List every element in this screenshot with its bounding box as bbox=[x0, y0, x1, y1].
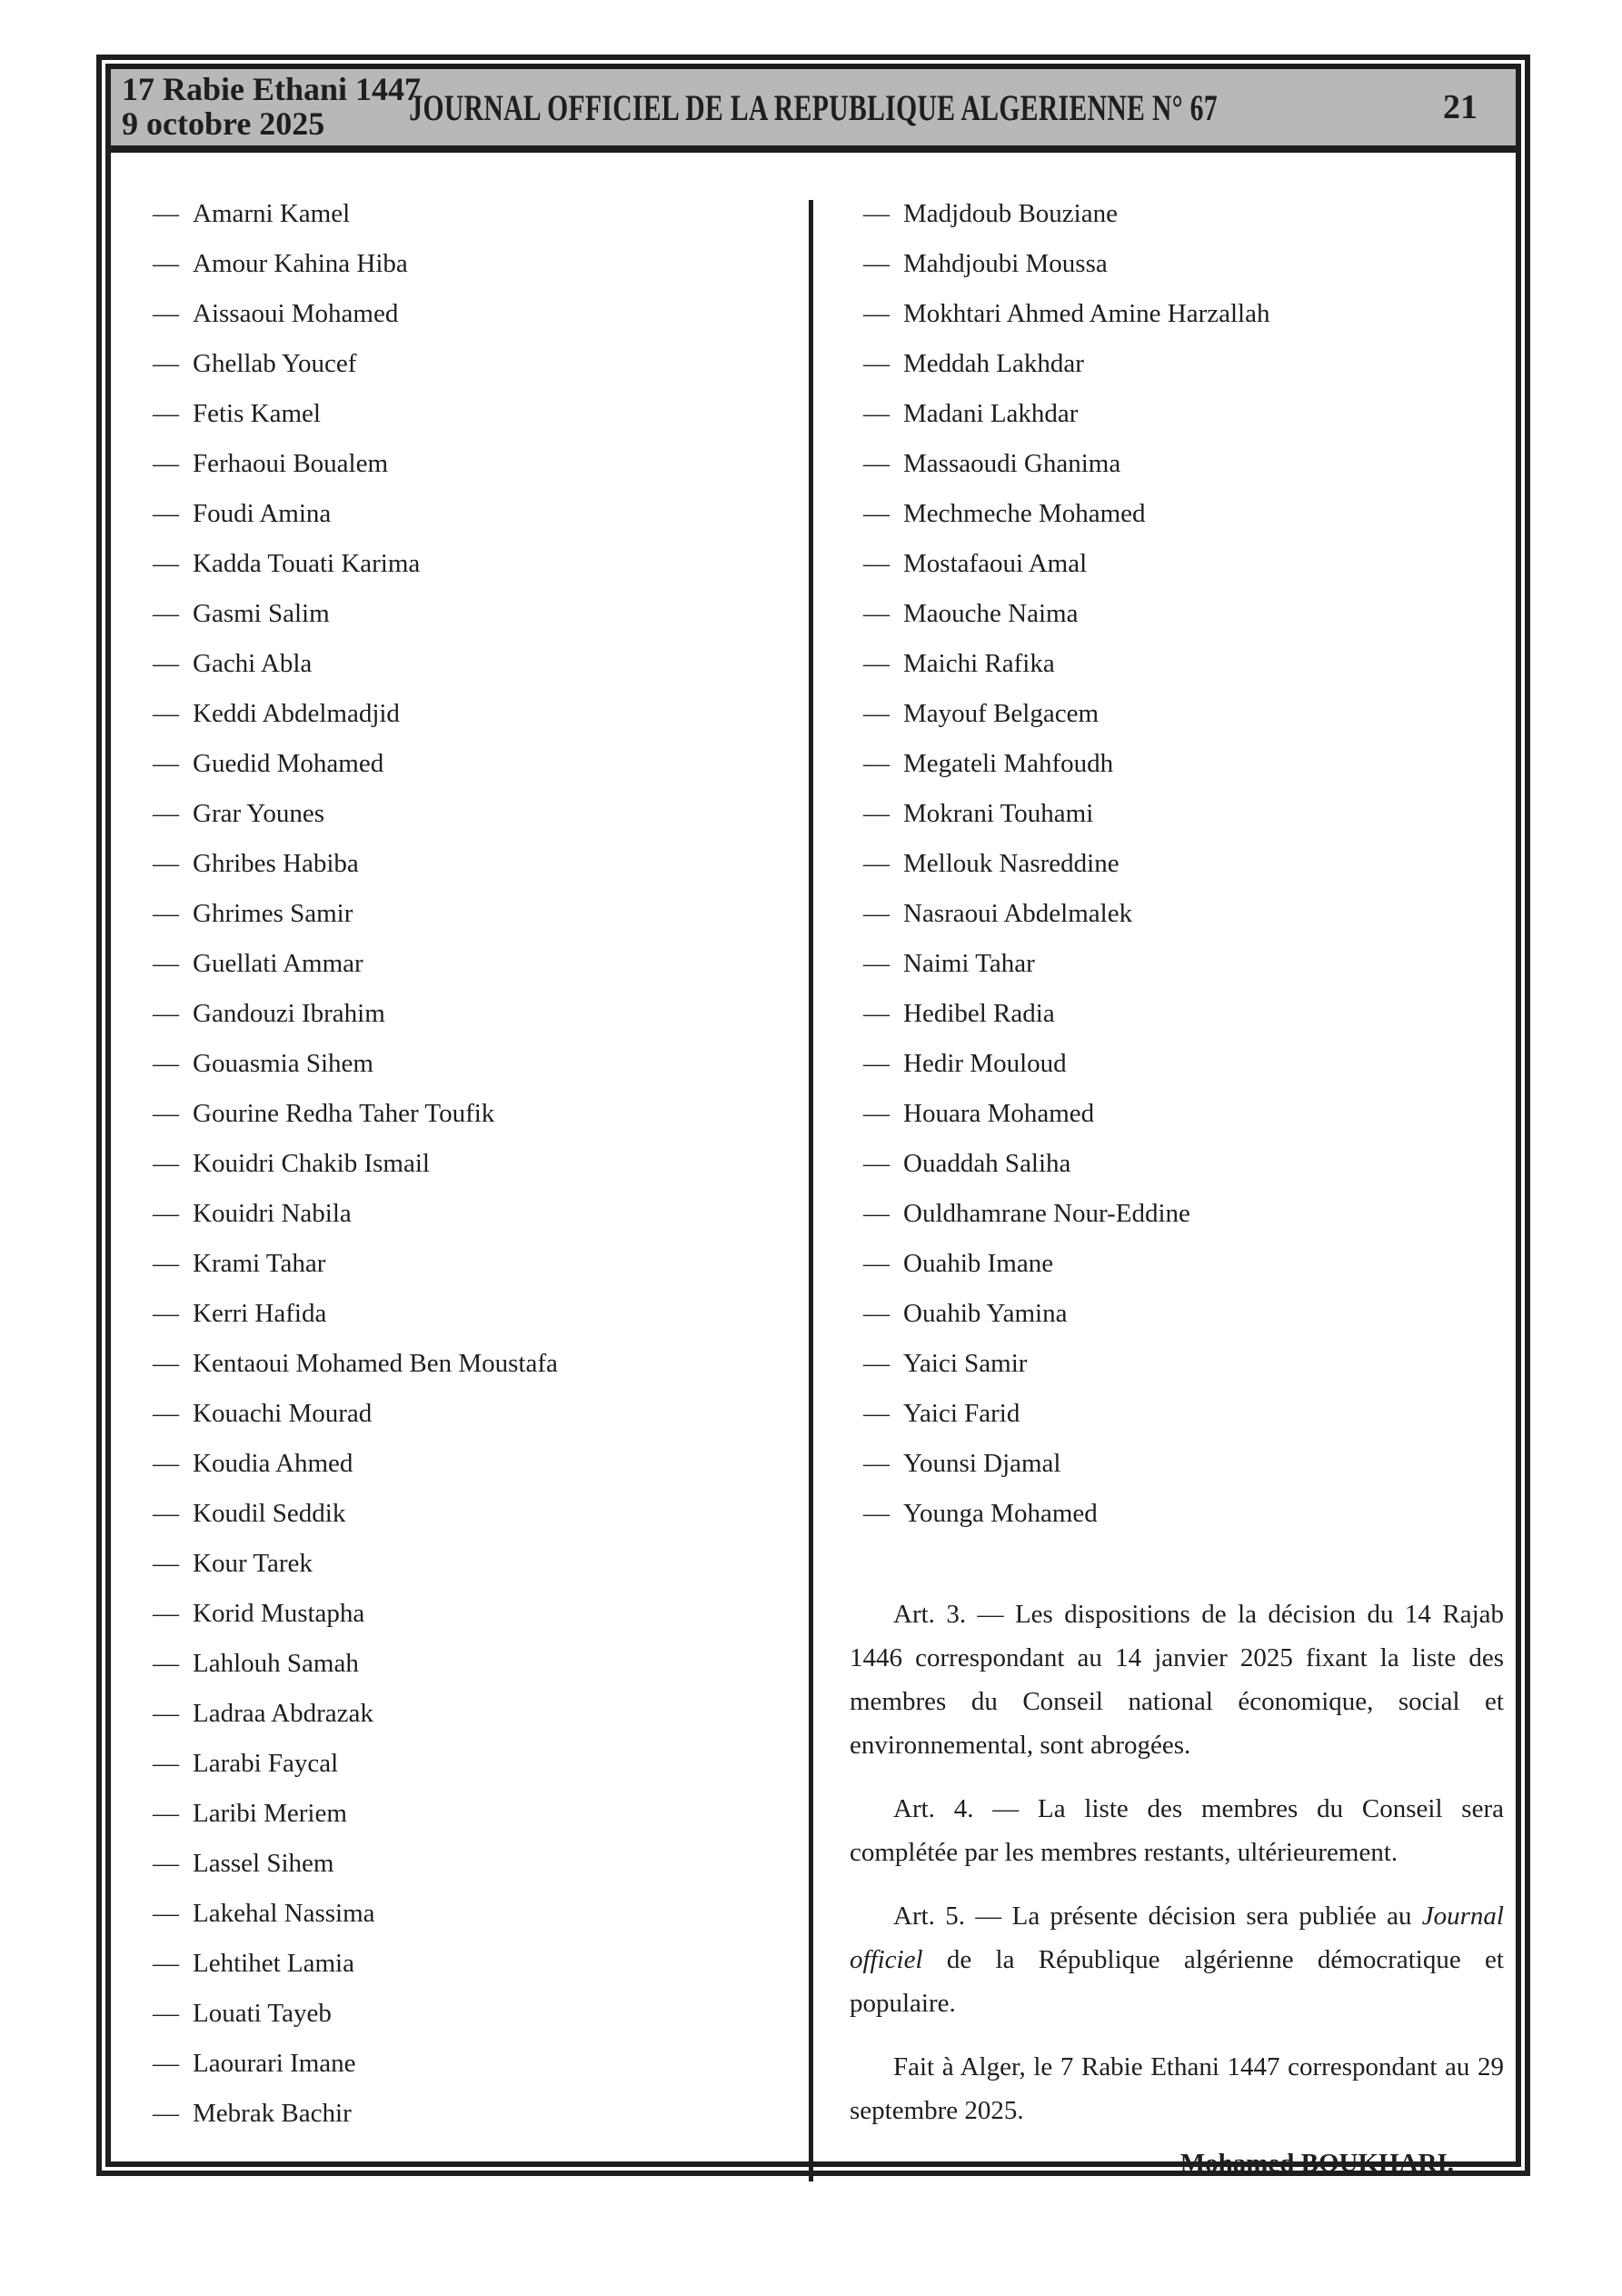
em-dash-marker: — bbox=[153, 2099, 179, 2128]
journal-title: JOURNAL OFFICIEL DE LA REPUBLIQUE ALGERIENNE N° 67 bbox=[409, 86, 1218, 128]
member-list-item bbox=[153, 1697, 791, 1730]
em-dash-marker: — bbox=[863, 1149, 890, 1178]
member-list-item bbox=[153, 1497, 791, 1530]
member-name: Yaici Samir bbox=[903, 1349, 1028, 1378]
em-dash-marker: — bbox=[153, 1749, 179, 1778]
em-dash-marker: — bbox=[153, 1699, 179, 1728]
member-list-item bbox=[153, 1597, 791, 1630]
em-dash-marker: — bbox=[153, 999, 179, 1028]
em-dash-marker: — bbox=[863, 749, 890, 778]
member-name: Mokrani Touhami bbox=[903, 799, 1094, 828]
member-name: Houara Mohamed bbox=[903, 1099, 1095, 1128]
member-name: Kouidri Chakib Ismail bbox=[193, 1149, 430, 1178]
member-list-item bbox=[153, 597, 791, 630]
member-name: Ladraa Abdrazak bbox=[193, 1699, 373, 1728]
em-dash-marker: — bbox=[863, 299, 890, 328]
member-list-item bbox=[863, 1447, 1504, 1480]
member-list-item bbox=[153, 747, 791, 780]
member-name: Aissaoui Mohamed bbox=[193, 299, 399, 328]
member-list-item bbox=[153, 2097, 791, 2130]
member-name: Krami Tahar bbox=[193, 1249, 326, 1278]
member-name: Amarni Kamel bbox=[193, 199, 351, 228]
member-name: Ghellab Youcef bbox=[193, 349, 357, 378]
em-dash-marker: — bbox=[863, 699, 890, 728]
em-dash-marker: — bbox=[863, 1399, 890, 1428]
em-dash-marker: — bbox=[863, 249, 890, 278]
member-list-item bbox=[863, 1147, 1504, 1180]
member-name: Ghribes Habiba bbox=[193, 849, 359, 878]
article-5-label: Art. 5. — bbox=[893, 1902, 1012, 1931]
member-name: Mahdjoubi Moussa bbox=[903, 249, 1108, 278]
date-hijri: 17 Rabie Ethani 1447 bbox=[122, 71, 422, 107]
member-name: Gachi Abla bbox=[193, 649, 313, 678]
em-dash-marker: — bbox=[863, 599, 890, 628]
member-name: Hedibel Radia bbox=[903, 999, 1055, 1028]
member-list-item bbox=[863, 247, 1504, 280]
member-name: Amour Kahina Hiba bbox=[193, 249, 408, 278]
member-list-item bbox=[863, 347, 1504, 380]
member-list-item bbox=[153, 847, 791, 880]
em-dash-marker: — bbox=[863, 1499, 890, 1528]
member-list-item bbox=[153, 1397, 791, 1430]
em-dash-marker: — bbox=[863, 1199, 890, 1228]
member-name: Koudil Seddik bbox=[193, 1499, 346, 1528]
member-name: Mechmeche Mohamed bbox=[903, 499, 1146, 528]
left-column bbox=[111, 153, 809, 2181]
header-band bbox=[111, 69, 1516, 153]
em-dash-marker: — bbox=[153, 1949, 179, 1978]
member-list-item bbox=[863, 747, 1504, 780]
em-dash-marker: — bbox=[863, 1449, 890, 1478]
em-dash-marker: — bbox=[153, 799, 179, 828]
article-5 bbox=[850, 1894, 1504, 2025]
em-dash-marker: — bbox=[153, 649, 179, 678]
member-name: Lakehal Nassima bbox=[193, 1899, 375, 1928]
member-list-item bbox=[863, 897, 1504, 930]
em-dash-marker: — bbox=[153, 1099, 179, 1128]
member-list-item bbox=[863, 1247, 1504, 1280]
em-dash-marker: — bbox=[863, 1249, 890, 1278]
member-list-item bbox=[153, 247, 791, 280]
member-name: Yaici Farid bbox=[903, 1399, 1020, 1428]
member-list-item bbox=[863, 1097, 1504, 1130]
article-3 bbox=[850, 1592, 1504, 1767]
member-name: Kouidri Nabila bbox=[193, 1199, 352, 1228]
member-name: Kerri Hafida bbox=[193, 1299, 327, 1328]
em-dash-marker: — bbox=[863, 1299, 890, 1328]
em-dash-marker: — bbox=[863, 1349, 890, 1378]
member-list-item bbox=[863, 697, 1504, 730]
member-name: Ouahib Imane bbox=[903, 1249, 1054, 1278]
member-name: Korid Mustapha bbox=[193, 1599, 365, 1628]
em-dash-marker: — bbox=[153, 1649, 179, 1678]
member-name: Ouahib Yamina bbox=[903, 1299, 1068, 1328]
member-list-item bbox=[863, 597, 1504, 630]
member-name: Ouldhamrane Nour-Eddine bbox=[903, 1199, 1190, 1228]
article-3-text: Les dispositions de la décision du 14 Rajab 1446 correspondant au 14 janvier 2025 fixant la liste des membres du Conseil national économique, social et environnemental, sont abrogées. bbox=[850, 1600, 1504, 1760]
member-name: Kour Tarek bbox=[193, 1549, 313, 1578]
em-dash-marker: — bbox=[863, 999, 890, 1028]
em-dash-marker: — bbox=[153, 949, 179, 978]
member-name: Keddi Abdelmadjid bbox=[193, 699, 400, 728]
member-list-item bbox=[153, 547, 791, 580]
member-name: Younsi Djamal bbox=[903, 1449, 1061, 1478]
em-dash-marker: — bbox=[153, 1249, 179, 1278]
em-dash-marker: — bbox=[863, 1049, 890, 1078]
member-name: Mellouk Nasreddine bbox=[903, 849, 1119, 878]
members-list-right bbox=[850, 197, 1504, 1547]
member-name: Madjdoub Bouziane bbox=[903, 199, 1118, 228]
em-dash-marker: — bbox=[153, 1349, 179, 1378]
member-list-item bbox=[153, 1347, 791, 1380]
em-dash-marker: — bbox=[153, 1449, 179, 1478]
em-dash-marker: — bbox=[153, 449, 179, 478]
article-5-text-before: La présente décision sera publiée au bbox=[1011, 1902, 1422, 1931]
member-name: Ouaddah Saliha bbox=[903, 1149, 1071, 1178]
member-name: Foudi Amina bbox=[193, 499, 332, 528]
member-list-item bbox=[153, 1797, 791, 1830]
member-list-item bbox=[153, 447, 791, 480]
member-name: Younga Mohamed bbox=[903, 1499, 1098, 1528]
member-name: Naimi Tahar bbox=[903, 949, 1035, 978]
em-dash-marker: — bbox=[153, 1899, 179, 1928]
em-dash-marker: — bbox=[153, 1799, 179, 1828]
member-list-item bbox=[863, 297, 1504, 330]
em-dash-marker: — bbox=[153, 299, 179, 328]
member-list-item bbox=[153, 1647, 791, 1680]
member-list-item bbox=[153, 1247, 791, 1280]
em-dash-marker: — bbox=[153, 2049, 179, 2078]
page-frame-inner bbox=[105, 64, 1521, 2178]
member-list-item bbox=[153, 1047, 791, 1080]
member-list-item bbox=[153, 1847, 791, 1880]
member-list-item bbox=[153, 1947, 791, 1980]
members-list-left bbox=[153, 197, 791, 2130]
member-name: Gandouzi Ibrahim bbox=[193, 999, 385, 1028]
member-name: Laourari Imane bbox=[193, 2049, 356, 2078]
member-name: Koudia Ahmed bbox=[193, 1449, 353, 1478]
article-4-label: Art. 4. — bbox=[893, 1794, 1039, 1823]
em-dash-marker: — bbox=[153, 699, 179, 728]
member-name: Guedid Mohamed bbox=[193, 749, 384, 778]
member-name: Hedir Mouloud bbox=[903, 1049, 1067, 1078]
member-list-item bbox=[863, 447, 1504, 480]
member-list-item bbox=[153, 897, 791, 930]
em-dash-marker: — bbox=[153, 1199, 179, 1228]
em-dash-marker: — bbox=[153, 1049, 179, 1078]
em-dash-marker: — bbox=[153, 249, 179, 278]
member-list-item bbox=[863, 1497, 1504, 1530]
member-list-item bbox=[863, 1197, 1504, 1230]
article-4-text: La liste des membres du Conseil sera complétée par les membres restants, ultérieurement. bbox=[850, 1794, 1504, 1867]
member-name: Gourine Redha Taher Toufik bbox=[193, 1099, 495, 1128]
em-dash-marker: — bbox=[863, 649, 890, 678]
article-5-journal-officiel-italic: Journal officiel bbox=[850, 1902, 1504, 1974]
member-list-item bbox=[153, 1747, 791, 1780]
page-body bbox=[111, 153, 1516, 2181]
member-name: Kouachi Mourad bbox=[193, 1399, 373, 1428]
member-name: Lahlouh Samah bbox=[193, 1649, 359, 1678]
member-list-item bbox=[153, 397, 791, 430]
em-dash-marker: — bbox=[153, 1149, 179, 1178]
article-4 bbox=[850, 1787, 1504, 1874]
member-name: Fetis Kamel bbox=[193, 399, 321, 428]
member-name: Gouasmia Sihem bbox=[193, 1049, 373, 1078]
member-list-item bbox=[863, 797, 1504, 830]
right-column bbox=[813, 153, 1516, 2181]
member-name: Megateli Mahfoudh bbox=[903, 749, 1114, 778]
member-name: Louati Tayeb bbox=[193, 1999, 332, 2028]
em-dash-marker: — bbox=[153, 1999, 179, 2028]
em-dash-marker: — bbox=[863, 949, 890, 978]
member-list-item bbox=[153, 2047, 791, 2080]
header-dates bbox=[122, 69, 421, 145]
em-dash-marker: — bbox=[153, 749, 179, 778]
em-dash-marker: — bbox=[153, 1499, 179, 1528]
member-name: Kentaoui Mohamed Ben Moustafa bbox=[193, 1349, 558, 1378]
member-name: Laribi Meriem bbox=[193, 1799, 347, 1828]
member-name: Larabi Faycal bbox=[193, 1749, 339, 1778]
member-name: Mebrak Bachir bbox=[193, 2099, 352, 2128]
member-list-item bbox=[153, 1097, 791, 1130]
date-gregorian: 9 octobre 2025 bbox=[122, 105, 325, 142]
em-dash-marker: — bbox=[153, 349, 179, 378]
member-list-item bbox=[153, 197, 791, 230]
page-number: 21 bbox=[1443, 88, 1478, 126]
member-list-item bbox=[863, 547, 1504, 580]
closing-paragraph: Fait à Alger, le 7 Rabie Ethani 1447 correspondant au 29 septembre 2025. bbox=[850, 2052, 1504, 2125]
em-dash-marker: — bbox=[153, 899, 179, 928]
member-name: Ferhaoui Boualem bbox=[193, 449, 389, 478]
em-dash-marker: — bbox=[153, 1549, 179, 1578]
member-name: Mokhtari Ahmed Amine Harzallah bbox=[903, 299, 1270, 328]
em-dash-marker: — bbox=[153, 1399, 179, 1428]
em-dash-marker: — bbox=[863, 849, 890, 878]
member-list-item bbox=[863, 197, 1504, 230]
article-5-text-after: de la République algérienne démocratique et populaire. bbox=[850, 1945, 1504, 2018]
em-dash-marker: — bbox=[153, 399, 179, 428]
member-name: Maouche Naima bbox=[903, 599, 1079, 628]
articles-section bbox=[850, 1592, 1504, 2181]
member-name: Lehtihet Lamia bbox=[193, 1949, 354, 1978]
member-list-item bbox=[863, 847, 1504, 880]
em-dash-marker: — bbox=[153, 199, 179, 228]
em-dash-marker: — bbox=[863, 799, 890, 828]
member-name: Mostafaoui Amal bbox=[903, 549, 1088, 578]
em-dash-marker: — bbox=[153, 849, 179, 878]
member-list-item bbox=[863, 1347, 1504, 1380]
member-list-item bbox=[153, 997, 791, 1030]
em-dash-marker: — bbox=[153, 1299, 179, 1328]
member-name: Ghrimes Samir bbox=[193, 899, 353, 928]
em-dash-marker: — bbox=[863, 449, 890, 478]
member-name: Guellati Ammar bbox=[193, 949, 363, 978]
member-list-item bbox=[153, 1297, 791, 1330]
em-dash-marker: — bbox=[863, 899, 890, 928]
member-list-item bbox=[153, 1897, 791, 1930]
member-name: Nasraoui Abdelmalek bbox=[903, 899, 1133, 928]
member-list-item bbox=[863, 1047, 1504, 1080]
member-list-item bbox=[863, 647, 1504, 680]
em-dash-marker: — bbox=[153, 549, 179, 578]
em-dash-marker: — bbox=[153, 1599, 179, 1628]
page-frame bbox=[96, 55, 1530, 2176]
em-dash-marker: — bbox=[863, 399, 890, 428]
em-dash-marker: — bbox=[863, 1099, 890, 1128]
member-list-item bbox=[153, 1997, 791, 2030]
em-dash-marker: — bbox=[863, 349, 890, 378]
member-list-item bbox=[863, 1297, 1504, 1330]
article-3-label: Art. 3. — bbox=[893, 1600, 1015, 1629]
member-name: Meddah Lakhdar bbox=[903, 349, 1084, 378]
em-dash-marker: — bbox=[863, 549, 890, 578]
member-name: Kadda Touati Karima bbox=[193, 549, 421, 578]
member-list-item bbox=[153, 697, 791, 730]
member-name: Maichi Rafika bbox=[903, 649, 1055, 678]
em-dash-marker: — bbox=[153, 1849, 179, 1878]
member-list-item bbox=[153, 1197, 791, 1230]
member-name: Gasmi Salim bbox=[193, 599, 330, 628]
member-name: Mayouf Belgacem bbox=[903, 699, 1100, 728]
member-list-item bbox=[153, 297, 791, 330]
member-list-item bbox=[863, 947, 1504, 980]
member-list-item bbox=[153, 797, 791, 830]
member-list-item bbox=[153, 1147, 791, 1180]
em-dash-marker: — bbox=[863, 199, 890, 228]
member-list-item bbox=[153, 347, 791, 380]
member-list-item bbox=[863, 497, 1504, 530]
member-list-item bbox=[863, 397, 1504, 430]
member-name: Massaoudi Ghanima bbox=[903, 449, 1121, 478]
em-dash-marker: — bbox=[153, 599, 179, 628]
member-list-item bbox=[153, 1547, 791, 1580]
member-list-item bbox=[153, 497, 791, 530]
member-list-item bbox=[153, 647, 791, 680]
member-name: Madani Lakhdar bbox=[903, 399, 1079, 428]
em-dash-marker: — bbox=[863, 499, 890, 528]
member-list-item bbox=[863, 997, 1504, 1030]
member-name: Grar Younes bbox=[193, 799, 324, 828]
member-list-item bbox=[153, 1447, 791, 1480]
signature-name: Mohamed BOUKHARI. bbox=[1179, 2149, 1454, 2178]
em-dash-marker: — bbox=[153, 499, 179, 528]
member-list-item bbox=[153, 947, 791, 980]
member-name: Lassel Sihem bbox=[193, 1849, 334, 1878]
member-list-item bbox=[863, 1397, 1504, 1430]
